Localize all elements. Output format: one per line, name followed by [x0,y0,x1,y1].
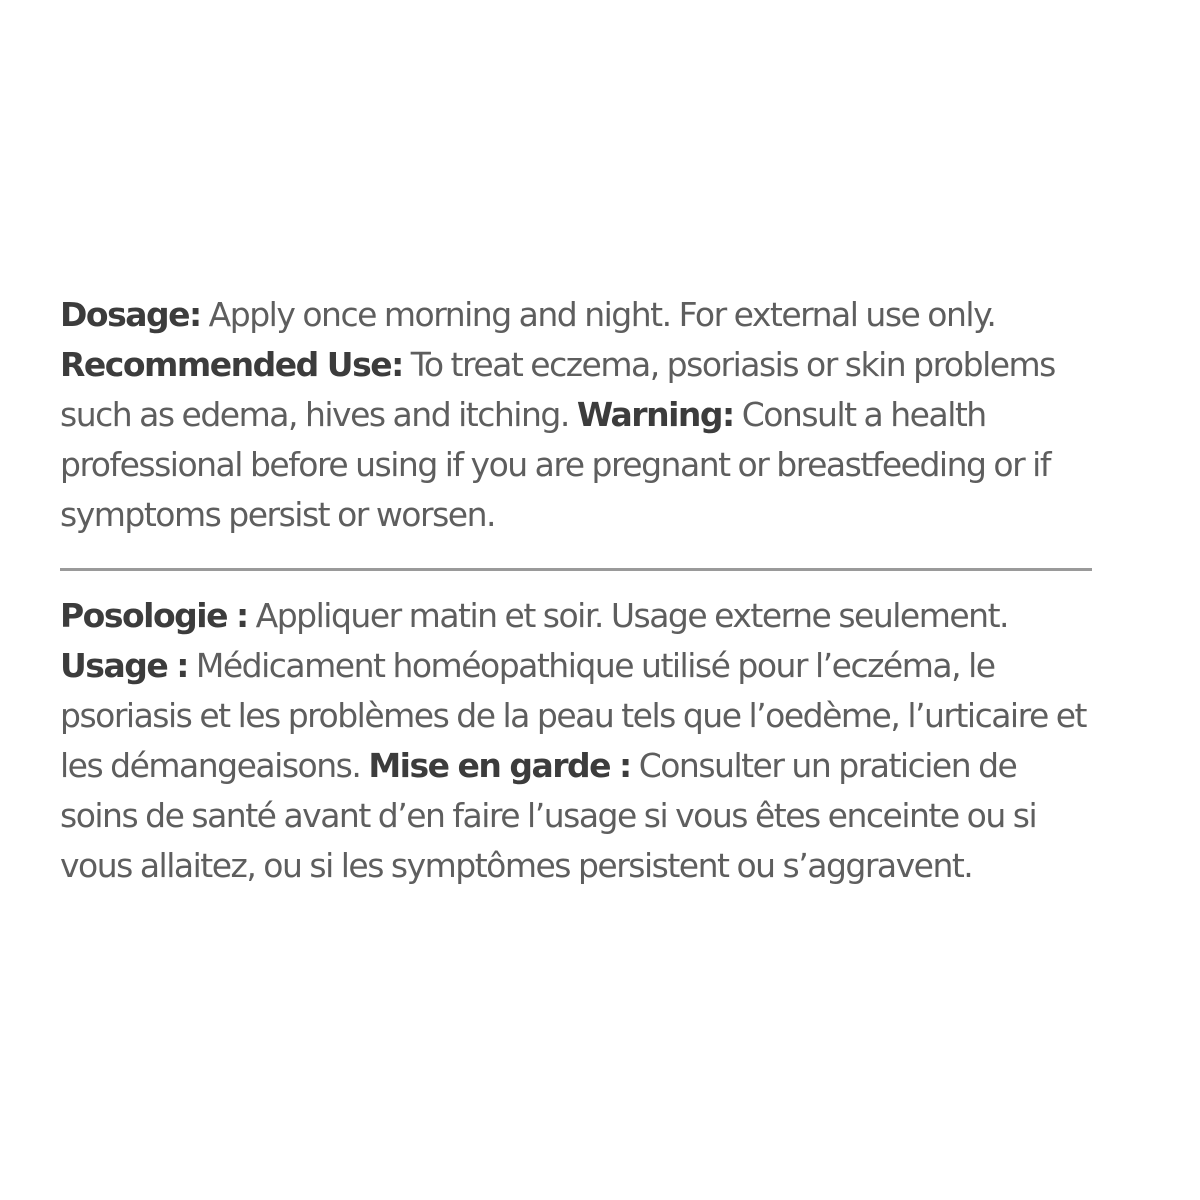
dosage-text: Apply once morning and night. For external use only. [200,295,996,334]
usage-paragraph [60,641,1100,891]
recommended-use-label: Recommended Use: [60,345,403,384]
dosage-label: Dosage: [60,295,201,334]
usage-label: Usage : [60,646,188,685]
posologie-label: Posologie : [60,596,248,635]
posologie-paragraph [60,591,1100,641]
warning-label: Warning: [576,395,734,434]
english-section [60,290,1100,540]
recommended-use-text: To treat eczema, psoriasis or skin problems such as edema, hives and itching. [60,345,1055,434]
dosage-paragraph [60,290,1100,340]
recommended-use-paragraph [60,340,1100,540]
language-divider [60,568,1092,571]
usage-text: Médicament homéopathique utilisé pour l’eczéma, le psoriasis et les problèmes de la peau tels que l’oedème, l’urticaire et les démangeaisons. [60,646,1086,785]
mise-en-garde-label: Mise en garde : [368,746,631,785]
warning-text: Consult a health professional before using if you are pregnant or breastfeeding or if symptoms persist or worsen. [60,395,1050,534]
mise-en-garde-text: Consulter un praticien de soins de santé avant d’en faire l’usage si vous êtes enceinte ou si vous allaitez, ou si les symptômes persistent ou s’aggravent. [60,746,1037,885]
posologie-text: Appliquer matin et soir. Usage externe seulement. [247,596,1009,635]
french-section [60,591,1100,891]
product-label-panel [60,290,1100,891]
